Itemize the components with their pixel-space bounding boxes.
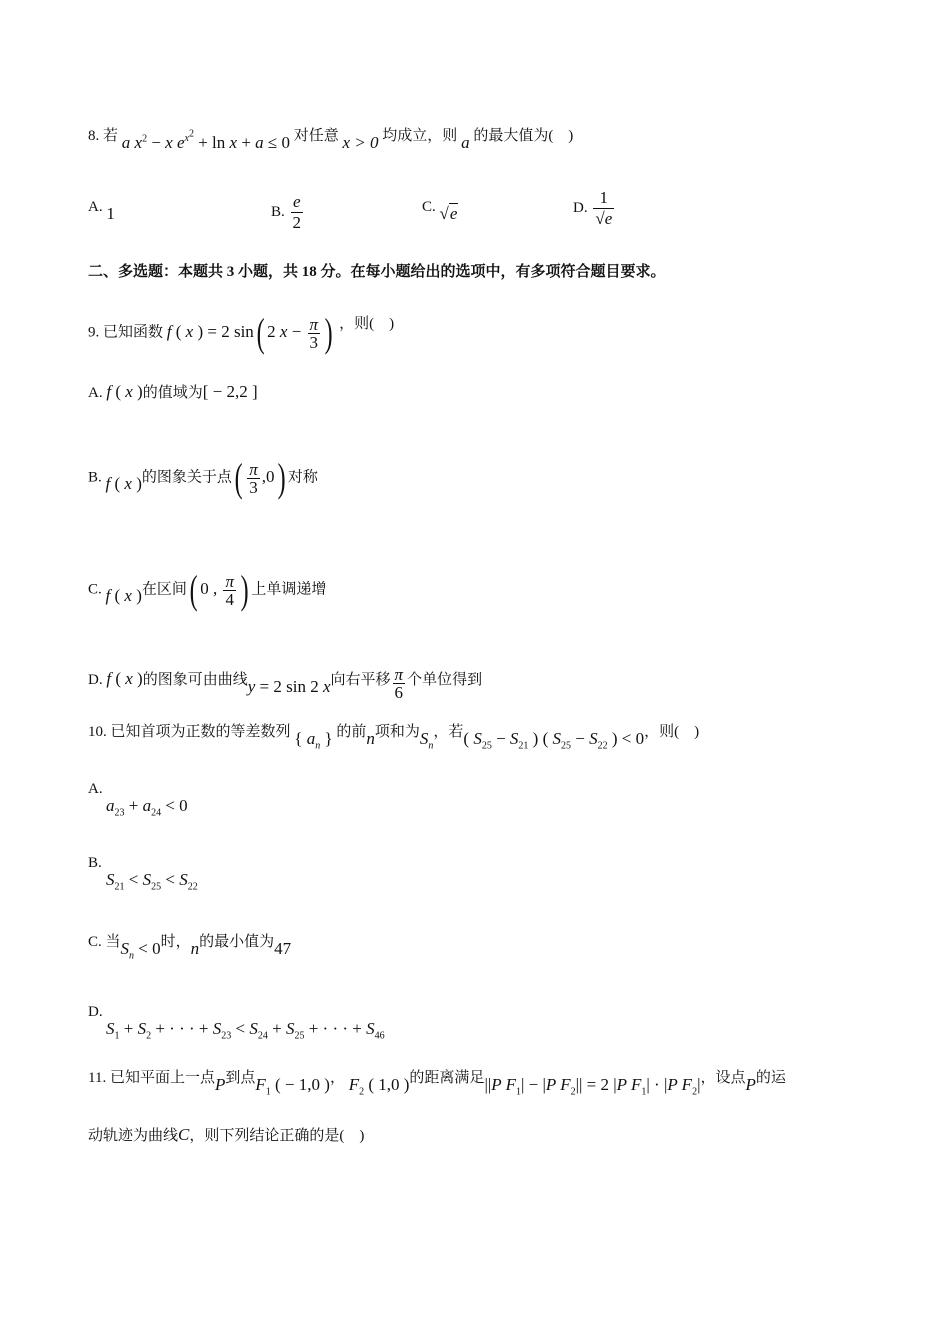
q11-stem-line1: 11. 已知平面上一点P到点$F_1$ ( − 1,0 )， $F_2$ ( 1,0 )的距离满足||P $F_1| - |P$ $F_2|| = 2$ |P $F_1| \cdot |P$ $F_2|$，设点P的运 xyxy=(88,1070,786,1098)
q8-option-a[interactable]: A. 1 xyxy=(88,199,115,223)
section-header: 二、多选题：本题共 3 小题，共 18 分。在每小题给出的选项中，有多项符合题目要求。 xyxy=(88,264,666,280)
q10-option-b[interactable]: B. $S_{21} < S_{25} < S_{22}$ xyxy=(88,855,198,893)
q9-stem: 9. 已知函数 f ( x ) = 2 sin( 2 x − $\frac{\pi}{3}$ ) ，则( ) xyxy=(88,310,395,355)
q8-option-d[interactable]: D. $\frac{1}{√e}$ xyxy=(573,188,613,228)
q10-option-d[interactable]: D. $S_1 + S_2$ + · · · + $S_{23} < S_{24} + S_{25}$ + · · · + $S_{46}$ xyxy=(88,1004,385,1042)
q9-option-b[interactable]: B. f ( x )的图象关于点( $\frac{\pi}{3}$ ,0) 对称 xyxy=(88,455,318,500)
q8-stem: 8. 若 a $x^2 - x$ $e^{x^2} + \ln x + a \le 0$ 对任意 x > 0 均成立，则 a 的最大值为( ) xyxy=(88,127,574,152)
q9-function: f ( x ) = 2 sin( 2 x − $\frac{\pi}{3}$ ) xyxy=(166,310,333,355)
q8-option-c[interactable]: C. √e xyxy=(422,199,458,223)
q11-stem-line2: 动轨迹为曲线C，则下列结论正确的是( ) xyxy=(88,1125,365,1144)
q9-option-d[interactable]: D. f ( x )的图象可由曲线y = 2 sin 2 x向右平移 $\frac{\pi}{6}$ 个单位得到 xyxy=(88,665,483,702)
q10-stem: 10. 已知首项为正数的等差数列 { $a_n$ } 的前n项和为$S_n$，若( $S_{25} - S_{21}$ ) ( $S_{25} - S_{22}$ ) < 0，则( ) xyxy=(88,724,700,752)
q10-option-a[interactable]: A. $a_{23} + a_{24} < 0$ xyxy=(88,781,188,819)
q8-formula: a $x^2 - x$ $e^{x^2} + \ln x + a \le 0$ xyxy=(121,129,290,152)
q10-option-c[interactable]: C. 当$S_n < 0$时，n的最小值为47 xyxy=(88,934,292,962)
q8-option-b[interactable]: B. $\frac{e}{2}$ xyxy=(271,192,302,232)
q9-option-c[interactable]: C. f ( x )在区间( 0 , $\frac{\pi}{4}$ ) 上单调递增 xyxy=(88,567,327,612)
q9-option-a[interactable]: A. f ( x )的值域为[ − 2,2 ] xyxy=(88,382,258,401)
